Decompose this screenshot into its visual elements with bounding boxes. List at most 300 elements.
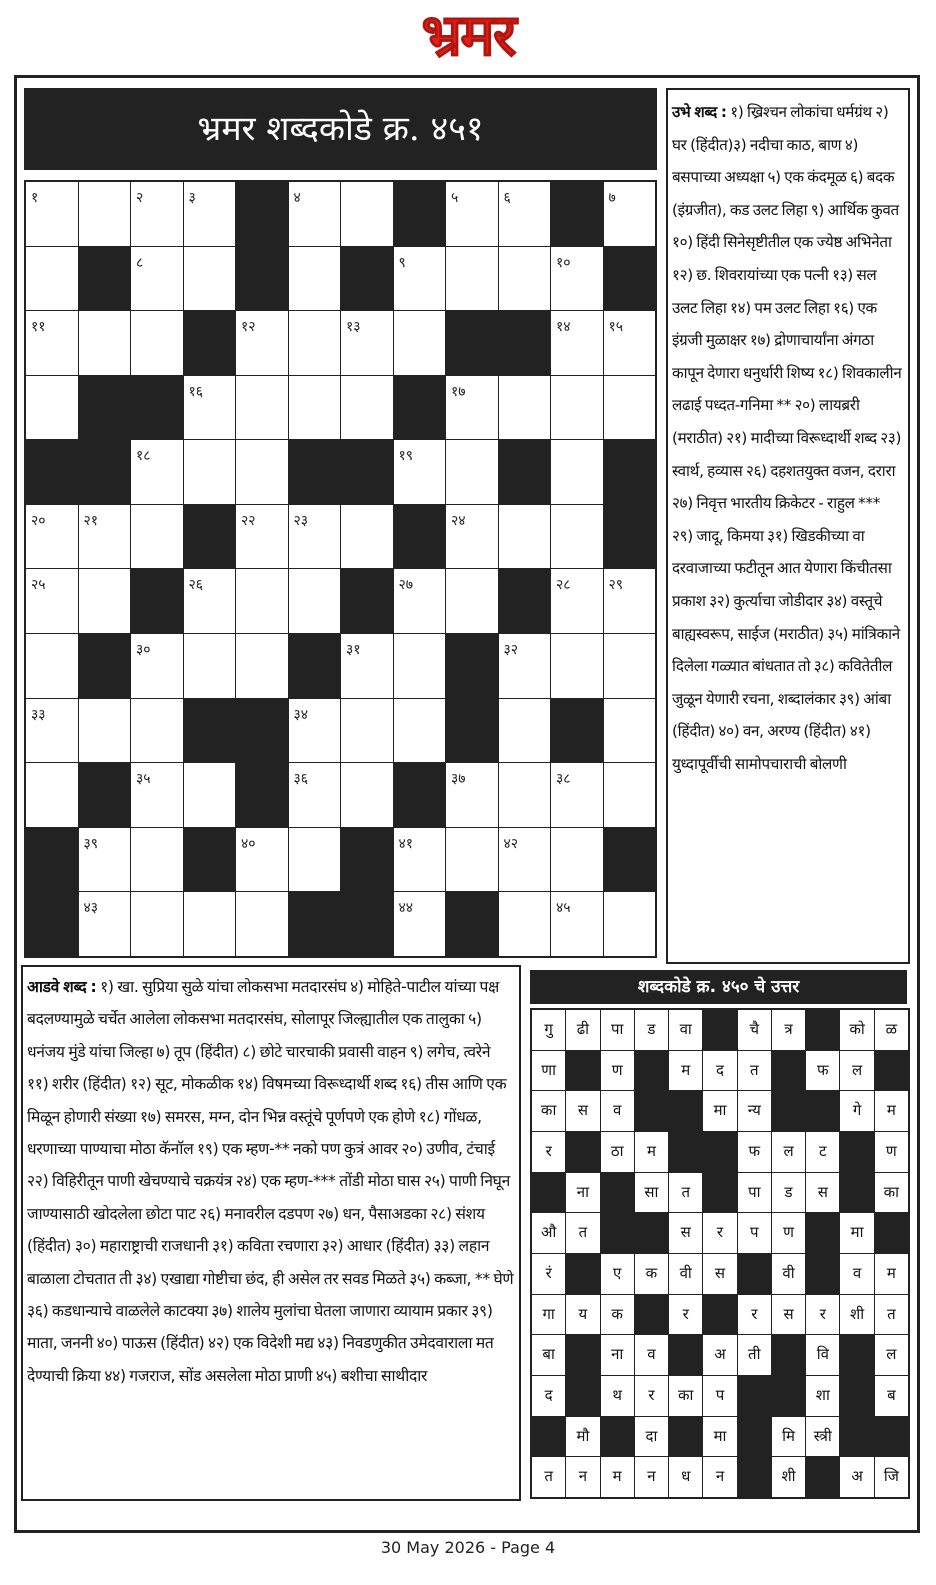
answer-block-cell xyxy=(840,1335,873,1375)
crossword-block-cell xyxy=(131,569,183,633)
crossword-cell[interactable] xyxy=(131,311,183,375)
crossword-block-cell xyxy=(184,699,236,763)
crossword-cell[interactable] xyxy=(499,505,551,569)
crossword-cell[interactable] xyxy=(131,440,183,504)
crossword-cell[interactable] xyxy=(131,892,183,956)
answer-block-cell xyxy=(601,1417,634,1457)
crossword-cell[interactable] xyxy=(446,763,498,827)
clue-number: ४ xyxy=(293,190,301,206)
answer-cell: वि xyxy=(806,1335,839,1375)
answer-block-cell xyxy=(772,1091,805,1131)
crossword-cell[interactable] xyxy=(26,634,78,698)
answer-cell: ड xyxy=(772,1173,805,1213)
answer-grid xyxy=(530,1008,910,1499)
answer-block-cell xyxy=(566,1376,599,1416)
answer-block-cell xyxy=(806,1010,839,1050)
answer-cell: य xyxy=(566,1295,599,1335)
clue-number: १० xyxy=(556,254,571,271)
crossword-cell[interactable] xyxy=(551,763,603,827)
answer-cell: णा xyxy=(532,1051,565,1091)
crossword-cell[interactable] xyxy=(289,828,341,892)
crossword-cell[interactable] xyxy=(131,763,183,827)
crossword-block-cell xyxy=(341,569,393,633)
crossword-block-cell xyxy=(236,763,288,827)
crossword-cell[interactable] xyxy=(236,634,288,698)
answer-cell: त्र xyxy=(772,1010,805,1050)
clue-number: २० xyxy=(31,512,46,529)
crossword-cell[interactable] xyxy=(79,892,131,956)
crossword-cell[interactable] xyxy=(341,182,393,246)
answer-block-cell xyxy=(738,1376,771,1416)
crossword-cell[interactable] xyxy=(604,182,656,246)
crossword-cell[interactable] xyxy=(499,182,551,246)
answer-cell: जि xyxy=(875,1457,908,1497)
crossword-cell[interactable] xyxy=(341,311,393,375)
crossword-cell[interactable] xyxy=(446,505,498,569)
crossword-cell[interactable] xyxy=(236,505,288,569)
answer-block-cell xyxy=(875,1213,908,1253)
answer-cell: म xyxy=(669,1051,702,1091)
clue-number: ३५ xyxy=(136,771,151,788)
crossword-block-cell xyxy=(79,247,131,311)
crossword-cell[interactable] xyxy=(289,763,341,827)
answer-cell: त xyxy=(532,1457,565,1497)
crossword-cell[interactable] xyxy=(184,247,236,311)
crossword-block-cell xyxy=(499,440,551,504)
answer-cell: ल xyxy=(875,1335,908,1375)
answer-cell: र xyxy=(532,1132,565,1172)
clue-number: ५ xyxy=(451,190,459,206)
crossword-cell[interactable] xyxy=(131,182,183,246)
crossword-cell[interactable] xyxy=(184,182,236,246)
answer-cell: र xyxy=(738,1295,771,1335)
crossword-cell[interactable] xyxy=(184,634,236,698)
crossword-cell[interactable] xyxy=(236,311,288,375)
answer-cell: म xyxy=(875,1091,908,1131)
crossword-block-cell xyxy=(26,828,78,892)
crossword-cell[interactable] xyxy=(446,569,498,633)
answer-block-cell xyxy=(532,1417,565,1457)
clue-number: ८ xyxy=(136,254,144,271)
answer-cell: ढी xyxy=(566,1010,599,1050)
crossword-block-cell xyxy=(289,440,341,504)
crossword-block-cell xyxy=(499,569,551,633)
answer-cell: स xyxy=(806,1173,839,1213)
crossword-cell[interactable] xyxy=(289,505,341,569)
answer-cell: ध xyxy=(669,1457,702,1497)
crossword-block-cell xyxy=(446,634,498,698)
answer-cell: वी xyxy=(772,1254,805,1294)
crossword-block-cell xyxy=(236,247,288,311)
crossword-block-cell xyxy=(604,828,656,892)
crossword-block-cell xyxy=(341,247,393,311)
answer-cell: वी xyxy=(669,1254,702,1294)
clue-number: ११ xyxy=(31,319,46,336)
crossword-cell[interactable] xyxy=(551,376,603,440)
clue-number: २८ xyxy=(556,577,571,594)
crossword-cell[interactable] xyxy=(551,828,603,892)
crossword-block-cell xyxy=(184,505,236,569)
answer-cell: शा xyxy=(806,1376,839,1416)
crossword-cell[interactable] xyxy=(446,828,498,892)
crossword-block-cell xyxy=(394,763,446,827)
crossword-cell[interactable] xyxy=(26,376,78,440)
crossword-cell[interactable] xyxy=(499,634,551,698)
crossword-block-cell xyxy=(551,699,603,763)
answer-cell: ना xyxy=(566,1173,599,1213)
crossword-cell[interactable] xyxy=(551,247,603,311)
answer-cell: दा xyxy=(635,1417,668,1457)
clue-number: १ xyxy=(31,190,39,206)
answer-cell: न्य xyxy=(738,1091,771,1131)
crossword-cell[interactable] xyxy=(131,828,183,892)
answer-block-cell xyxy=(566,1132,599,1172)
crossword-cell[interactable] xyxy=(184,569,236,633)
answer-block-cell xyxy=(806,1457,839,1497)
answer-cell: व xyxy=(635,1335,668,1375)
crossword-block-cell xyxy=(289,892,341,956)
crossword-cell[interactable] xyxy=(499,247,551,311)
masthead-logo xyxy=(0,0,936,72)
crossword-cell[interactable] xyxy=(499,763,551,827)
clue-number: ३९ xyxy=(83,835,99,852)
down-clues-box xyxy=(666,88,910,964)
crossword-cell[interactable] xyxy=(26,247,78,311)
answer-cell: मौ xyxy=(566,1417,599,1457)
crossword-cell[interactable] xyxy=(604,763,656,827)
answer-block-cell xyxy=(772,1335,805,1375)
crossword-cell[interactable] xyxy=(604,634,656,698)
clue-number: २३ xyxy=(293,512,309,529)
clue-number: २६ xyxy=(188,577,204,594)
answer-block-cell xyxy=(806,1091,839,1131)
answer-cell: ण xyxy=(601,1051,634,1091)
answer-cell: त xyxy=(875,1295,908,1335)
answer-block-cell xyxy=(669,1132,702,1172)
crossword-cell[interactable] xyxy=(341,699,393,763)
clue-number: ३७ xyxy=(451,771,466,788)
crossword-cell[interactable] xyxy=(289,311,341,375)
clue-number: १५ xyxy=(608,319,624,336)
crossword-block-cell xyxy=(394,505,446,569)
answer-cell: सा xyxy=(635,1173,668,1213)
answer-block-cell xyxy=(601,1213,634,1253)
clue-number: २२ xyxy=(241,512,256,529)
crossword-cell[interactable] xyxy=(184,440,236,504)
answer-cell: स xyxy=(703,1254,736,1294)
crossword-block-cell xyxy=(79,763,131,827)
crossword-cell[interactable] xyxy=(131,634,183,698)
clue-number: ३४ xyxy=(293,706,309,723)
answer-block-cell xyxy=(738,1417,771,1457)
clue-number: ३६ xyxy=(293,771,309,788)
answer-cell: स xyxy=(669,1213,702,1253)
answer-cell: न xyxy=(566,1457,599,1497)
crossword-cell[interactable] xyxy=(236,892,288,956)
crossword-cell[interactable] xyxy=(79,311,131,375)
answer-cell: त xyxy=(566,1213,599,1253)
across-clues-heading: आडवे शब्द : xyxy=(27,978,97,996)
clue-number: ३० xyxy=(136,642,151,659)
answer-cell: न xyxy=(703,1457,736,1497)
crossword-cell[interactable] xyxy=(394,247,446,311)
answer-cell: र xyxy=(669,1295,702,1335)
clue-number: ४२ xyxy=(503,835,519,852)
crossword-cell[interactable] xyxy=(236,376,288,440)
answer-cell: वा xyxy=(669,1010,702,1050)
answer-cell: ठा xyxy=(601,1132,634,1172)
clue-number: ९ xyxy=(398,254,406,271)
answer-cell: व xyxy=(601,1091,634,1131)
clue-number: ४१ xyxy=(398,835,414,852)
clue-number: ३२ xyxy=(503,642,519,659)
crossword-cell[interactable] xyxy=(131,247,183,311)
clue-number: १७ xyxy=(451,383,466,400)
clue-number: २७ xyxy=(398,577,414,594)
crossword-cell[interactable] xyxy=(184,376,236,440)
crossword-block-cell xyxy=(604,505,656,569)
clue-number: ४५ xyxy=(556,900,571,917)
crossword-cell[interactable] xyxy=(26,311,78,375)
crossword-cell[interactable] xyxy=(236,828,288,892)
answer-block-cell xyxy=(669,1335,702,1375)
crossword-cell[interactable] xyxy=(341,634,393,698)
crossword-cell[interactable] xyxy=(79,828,131,892)
crossword-block-cell xyxy=(446,892,498,956)
crossword-block-cell xyxy=(446,311,498,375)
crossword-cell[interactable] xyxy=(26,763,78,827)
crossword-cell[interactable] xyxy=(604,376,656,440)
answer-cell: र xyxy=(635,1376,668,1416)
crossword-cell[interactable] xyxy=(499,828,551,892)
answer-block-cell xyxy=(635,1091,668,1131)
puzzle-title: भ्रमर शब्दकोडे क्र. ४५१ xyxy=(24,88,657,170)
crossword-cell[interactable] xyxy=(79,569,131,633)
clue-number: १२ xyxy=(241,319,256,336)
answer-heading: शब्दकोडे क्र. ४५० चे उत्तर xyxy=(530,970,907,1004)
answer-cell: ळ xyxy=(875,1010,908,1050)
answer-cell: मा xyxy=(840,1213,873,1253)
answer-cell: ब xyxy=(875,1376,908,1416)
crossword-cell[interactable] xyxy=(26,569,78,633)
answer-cell: शी xyxy=(772,1457,805,1497)
answer-block-cell xyxy=(738,1457,771,1497)
crossword-cell[interactable] xyxy=(236,569,288,633)
answer-block-cell xyxy=(566,1254,599,1294)
clue-number: २५ xyxy=(31,577,46,594)
crossword-cell[interactable] xyxy=(341,376,393,440)
crossword-block-cell xyxy=(236,182,288,246)
answer-cell: का xyxy=(669,1376,702,1416)
crossword-cell[interactable] xyxy=(79,699,131,763)
clue-number: १६ xyxy=(188,383,204,400)
answer-block-cell xyxy=(635,1295,668,1335)
answer-cell: चै xyxy=(738,1010,771,1050)
crossword-cell[interactable] xyxy=(604,311,656,375)
answer-cell: गु xyxy=(532,1010,565,1050)
crossword-cell[interactable] xyxy=(289,699,341,763)
crossword-cell[interactable] xyxy=(26,699,78,763)
answer-cell: प xyxy=(703,1376,736,1416)
answer-cell: थ xyxy=(601,1376,634,1416)
answer-cell: पा xyxy=(601,1010,634,1050)
answer-cell: स्त्री xyxy=(806,1417,839,1457)
crossword-block-cell xyxy=(499,311,551,375)
crossword-cell[interactable] xyxy=(394,892,446,956)
clue-number: ४३ xyxy=(83,900,99,917)
crossword-cell[interactable] xyxy=(551,892,603,956)
crossword-cell[interactable] xyxy=(394,569,446,633)
page-footer: 30 May 2026 - Page 4 xyxy=(380,1538,556,1557)
crossword-cell[interactable] xyxy=(26,505,78,569)
crossword-cell[interactable] xyxy=(394,699,446,763)
answer-cell: फ xyxy=(806,1051,839,1091)
answer-block-cell xyxy=(840,1417,873,1457)
answer-block-cell xyxy=(566,1051,599,1091)
answer-cell: प xyxy=(738,1213,771,1253)
answer-block-cell xyxy=(806,1213,839,1253)
answer-cell: मि xyxy=(772,1417,805,1457)
answer-cell: को xyxy=(840,1010,873,1050)
crossword-cell[interactable] xyxy=(499,892,551,956)
clue-number: ४० xyxy=(241,835,256,852)
answer-cell: व xyxy=(840,1254,873,1294)
crossword-block-cell xyxy=(341,828,393,892)
clue-number: ७ xyxy=(608,190,616,206)
crossword-block-cell xyxy=(394,182,446,246)
answer-cell: ल xyxy=(772,1132,805,1172)
crossword-block-cell xyxy=(551,182,603,246)
crossword-cell[interactable] xyxy=(446,376,498,440)
down-clues-heading: उभे शब्द : xyxy=(672,103,727,121)
answer-cell: द xyxy=(703,1051,736,1091)
crossword-cell[interactable] xyxy=(289,182,341,246)
crossword-cell[interactable] xyxy=(341,763,393,827)
answer-cell: म xyxy=(635,1132,668,1172)
answer-block-cell xyxy=(703,1132,736,1172)
masthead-text: भ्रमर xyxy=(421,1,515,69)
answer-block-cell xyxy=(635,1051,668,1091)
crossword-block-cell xyxy=(446,699,498,763)
across-clues-text: १) खा. सुप्रिया सुळे यांचा लोकसभा मतदारसंघ ४) मोहिते-पाटील यांच्या पक्ष बदलण्यामुळे चर्चेत आलेला लोकसभा मतदारसंघ, सोलापूर जिल्ह्यातील एक तालुका ५) धनंजय मुंडे यांचा जिल्हा ७) तूप (हिंदीत) ८) छोटे चारचाकी प्रवासी वाहन ९) लगेच, त्वरेने ११) शरीर (हिंदीत) १२) सूट, मोकळीक १४) विषमच्या विरूध्दार्थी शब्द १६) तीस आणि एक मिळून होणारी संख्या १७) समरस, मग्न, दोन भिन्न वस्तूंचे पूर्णपणे एक होणे १८) गोंधळ, धरणाच्या पाण्याचा मोठा कॅनॉल १९) एक म्हण-** नको पण कुत्रं आवर २०) उणीव, टंचाई २२) विहिरीतून पाणी खेचण्याचे चक्रयंत्र २४) एक म्हण-*** तोंडी मोठा घास २५) पाणी निघून जाण्यासाठी खोदलेला छोटा पाट २६) मनावरील दडपण २७) धन, पैसाअडका २८) संशय (हिंदीत) ३०) महाराष्ट्राची राजधानी ३१) कविता रचणारा ३२) आधार (हिंदीत) ३३) लहान बाळाला टोचतात ती ३४) एखाद्या गोष्टीचा छंद, ही असेल तर सवड मिळते ३५) कब्जा, ** घेणे ३६) कडधान्याचे वाळलेले काटक्या ३७) शालेय मुलांचा घेतला जाणारा व्यायाम प्रकार ३९) माता, जननी ४०) पाऊस (हिंदीत) ४२) एक विदेशी मद्य ४३) निवडणुकीत उमेदवाराला मत देण्याची क्रिया ४४) गजराज, सोंड असलेला मोठा प्राणी ४५) बशीचा साथीदार xyxy=(27,978,514,1385)
answer-cell: बा xyxy=(532,1335,565,1375)
crossword-cell[interactable] xyxy=(184,892,236,956)
crossword-cell[interactable] xyxy=(131,699,183,763)
answer-cell: ए xyxy=(601,1254,634,1294)
clue-number: २९ xyxy=(608,577,624,594)
crossword-cell[interactable] xyxy=(446,182,498,246)
answer-cell: द xyxy=(532,1376,565,1416)
crossword-block-cell xyxy=(289,634,341,698)
answer-block-cell xyxy=(703,1010,736,1050)
crossword-cell[interactable] xyxy=(604,892,656,956)
answer-cell: मा xyxy=(703,1091,736,1131)
crossword-cell[interactable] xyxy=(26,182,78,246)
answer-cell: स xyxy=(772,1295,805,1335)
crossword-block-cell xyxy=(131,376,183,440)
crossword-block-cell xyxy=(604,247,656,311)
crossword-cell[interactable] xyxy=(551,569,603,633)
crossword-cell[interactable] xyxy=(394,311,446,375)
answer-cell: ती xyxy=(738,1335,771,1375)
crossword-cell[interactable] xyxy=(499,699,551,763)
crossword-cell[interactable] xyxy=(551,505,603,569)
answer-cell: पा xyxy=(738,1173,771,1213)
answer-cell: अ xyxy=(703,1335,736,1375)
answer-cell: ट xyxy=(806,1132,839,1172)
crossword-cell[interactable] xyxy=(499,376,551,440)
answer-cell: र xyxy=(806,1295,839,1335)
clue-number: ४४ xyxy=(398,900,414,917)
crossword-cell[interactable] xyxy=(236,440,288,504)
answer-cell: म xyxy=(601,1457,634,1497)
answer-block-cell xyxy=(566,1335,599,1375)
crossword-cell[interactable] xyxy=(289,247,341,311)
crossword-block-cell xyxy=(604,440,656,504)
crossword-cell[interactable] xyxy=(604,699,656,763)
answer-block-cell xyxy=(806,1254,839,1294)
answer-cell: त xyxy=(669,1173,702,1213)
crossword-block-cell xyxy=(341,892,393,956)
answer-cell: मा xyxy=(703,1417,736,1457)
crossword-block-cell xyxy=(79,440,131,504)
clue-number: १९ xyxy=(398,448,414,465)
crossword-cell[interactable] xyxy=(289,569,341,633)
answer-cell: ण xyxy=(772,1213,805,1253)
clue-number: २ xyxy=(136,190,144,206)
crossword-cell[interactable] xyxy=(551,311,603,375)
crossword-cell[interactable] xyxy=(184,763,236,827)
crossword-cell[interactable] xyxy=(394,440,446,504)
answer-block-cell xyxy=(703,1173,736,1213)
answer-cell: स xyxy=(566,1091,599,1131)
crossword-cell[interactable] xyxy=(394,634,446,698)
clue-number: ६ xyxy=(503,190,511,206)
answer-cell: त xyxy=(738,1051,771,1091)
crossword-cell[interactable] xyxy=(604,569,656,633)
crossword-cell[interactable] xyxy=(446,247,498,311)
crossword-block-cell xyxy=(79,376,131,440)
clue-number: १४ xyxy=(556,319,571,336)
crossword-cell[interactable] xyxy=(551,440,603,504)
crossword-block-cell xyxy=(79,634,131,698)
answer-cell: औ xyxy=(532,1213,565,1253)
crossword-cell[interactable] xyxy=(394,828,446,892)
crossword-block-cell xyxy=(341,440,393,504)
crossword-block-cell xyxy=(236,699,288,763)
crossword-block-cell xyxy=(394,376,446,440)
clue-number: ३ xyxy=(188,190,196,206)
answer-cell: म xyxy=(875,1254,908,1294)
answer-cell: फ xyxy=(738,1132,771,1172)
answer-block-cell xyxy=(669,1091,702,1131)
crossword-cell[interactable] xyxy=(551,634,603,698)
crossword-cell[interactable] xyxy=(79,505,131,569)
crossword-cell[interactable] xyxy=(341,505,393,569)
answer-cell: का xyxy=(532,1091,565,1131)
crossword-grid xyxy=(24,180,657,958)
answer-block-cell xyxy=(601,1173,634,1213)
crossword-cell[interactable] xyxy=(131,505,183,569)
answer-cell: ना xyxy=(601,1335,634,1375)
clue-number: १८ xyxy=(136,448,151,465)
answer-block-cell xyxy=(669,1417,702,1457)
crossword-cell[interactable] xyxy=(79,182,131,246)
answer-cell: गे xyxy=(840,1091,873,1131)
crossword-cell[interactable] xyxy=(446,440,498,504)
answer-block-cell xyxy=(738,1254,771,1294)
crossword-cell[interactable] xyxy=(289,376,341,440)
